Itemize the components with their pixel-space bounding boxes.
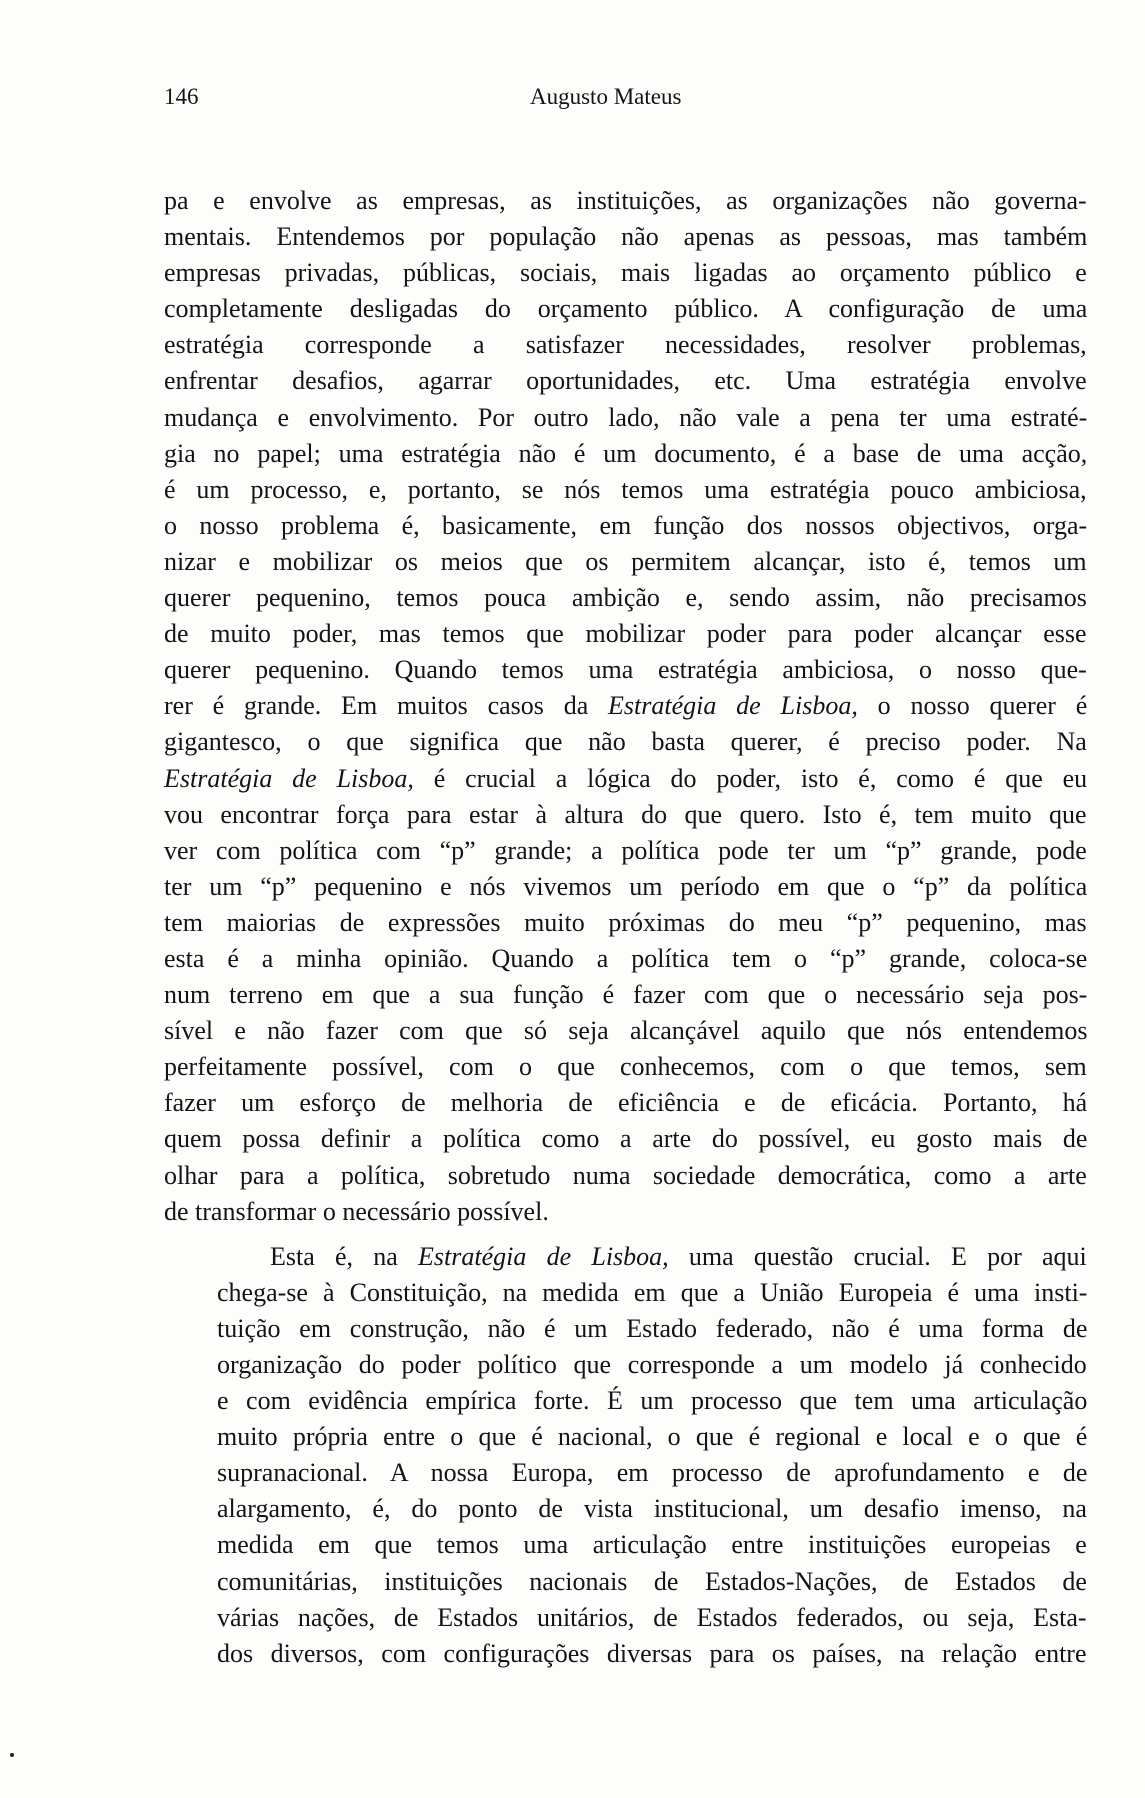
text-line — [164, 688, 1087, 724]
text-line: medida em que temos uma articulação entre instituições europeias e — [217, 1530, 1087, 1560]
text-line: enfrentar desafios, agarrar oportunidades, etc. Uma estratégia envolve — [164, 366, 1087, 396]
text-line: várias nações, de Estados unitários, de Estados federados, ou seja, Esta- — [217, 1602, 1087, 1632]
page-number: 146 — [164, 84, 199, 109]
text-line: tuição em construção, não é um Estado federado, não é uma forma de — [217, 1313, 1088, 1343]
text-segment: uma questão crucial. E por aqui — [668, 1241, 1087, 1271]
italic-title: Estratégia de Lisboa, — [608, 691, 858, 721]
text-line: empresas privadas, públicas, sociais, mais ligadas ao orçamento público e — [164, 258, 1087, 288]
text-line: gia no papel; uma estratégia não é um documento, é a base de uma acção, — [164, 438, 1088, 468]
body-text — [164, 183, 1087, 1672]
scan-speck — [10, 1753, 14, 1757]
text-segment: o nosso querer é — [857, 691, 1088, 721]
text-segment: Esta é, na — [270, 1241, 419, 1271]
text-line: sível e não fazer com que só seja alcançável aquilo que nós entendemos — [164, 1016, 1088, 1046]
text-segment: é crucial a lógica do poder, isto é, como é que eu — [413, 763, 1088, 793]
text-line: gigantesco, o que significa que não basta querer, é preciso poder. Na — [164, 727, 1087, 757]
text-line: nizar e mobilizar os meios que os permitem alcançar, isto é, temos um — [164, 546, 1087, 576]
text-line: de muito poder, mas temos que mobilizar poder para poder alcançar esse — [164, 619, 1087, 649]
text-line: alargamento, é, do ponto de vista institucional, um desafio imenso, na — [217, 1494, 1087, 1524]
text-line: vou encontrar força para estar à altura do que quero. Isto é, tem muito que — [164, 799, 1087, 829]
text-segment: rer é grande. Em muitos casos da — [164, 691, 609, 721]
text-line: completamente desligadas do orçamento público. A configuração de uma — [164, 294, 1088, 324]
text-line: esta é a minha opinião. Quando a política tem o “p” grande, coloca-se — [164, 943, 1088, 973]
text-line — [164, 761, 1087, 797]
text-line: olhar para a política, sobretudo numa sociedade democrática, como a arte — [164, 1160, 1087, 1190]
text-line: organização do poder político que corresponde a um modelo já conhecido — [217, 1350, 1087, 1379]
text-line: ver com política com “p” grande; a política pode ter um “p” grande, pode — [164, 835, 1087, 865]
paragraph-1 — [164, 183, 1087, 1230]
text-line: de transformar o necessário possível. — [164, 1196, 549, 1226]
paragraph-2 — [164, 1239, 1087, 1672]
text-line: comunitárias, instituições nacionais de Estados-Nações, de Estados de — [217, 1566, 1087, 1596]
text-line: mentais. Entendemos por população não apenas as pessoas, mas também — [164, 222, 1088, 252]
italic-title: Estratégia de Lisboa, — [418, 1241, 669, 1271]
text-line: e com evidência empírica forte. É um processo que tem uma articulação — [217, 1386, 1088, 1416]
text-line — [164, 1239, 1087, 1275]
text-line: perfeitamente possível, com o que conhecemos, com o que temos, sem — [164, 1052, 1087, 1082]
text-line: mudança e envolvimento. Por outro lado, não vale a pena ter uma estraté- — [164, 402, 1088, 432]
text-line: é um processo, e, portanto, se nós temos uma estratégia pouco ambiciosa, — [164, 474, 1087, 504]
text-line: ter um “p” pequenino e nós vivemos um período em que o “p” da política — [164, 871, 1088, 901]
text-line: o nosso problema é, basicamente, em função dos nossos objectivos, orga- — [164, 510, 1088, 540]
text-line: num terreno em que a sua função é fazer com que o necessário seja pos- — [164, 980, 1088, 1010]
page-header — [164, 84, 1087, 114]
text-line: quem possa definir a política como a arte do possível, eu gosto mais de — [164, 1124, 1088, 1154]
text-line: querer pequenino. Quando temos uma estratégia ambiciosa, o nosso que- — [164, 655, 1087, 685]
italic-title: Estratégia de Lisboa, — [164, 763, 414, 793]
text-line: querer pequenino, temos pouca ambição e, sendo assim, não precisamos — [164, 583, 1087, 613]
text-line: fazer um esforço de melhoria de eficiência e de eficácia. Portanto, há — [164, 1088, 1088, 1118]
text-line: muito própria entre o que é nacional, o que é regional e local e o que é — [217, 1422, 1088, 1452]
text-line: pa e envolve as empresas, as instituições, as organizações não governa- — [164, 186, 1087, 215]
text-line: estratégia corresponde a satisfazer necessidades, resolver problemas, — [164, 330, 1087, 360]
text-line: chega-se à Constituição, na medida em que a União Europeia é uma insti- — [217, 1277, 1088, 1307]
text-line: dos diversos, com configurações diversas para os países, na relação entre — [217, 1638, 1087, 1668]
text-line: supranacional. A nossa Europa, em processo de aprofundamento e de — [217, 1458, 1088, 1488]
text-line: tem maiorias de expressões muito próximas do meu “p” pequenino, mas — [164, 907, 1087, 937]
running-head: Augusto Mateus — [530, 84, 682, 109]
